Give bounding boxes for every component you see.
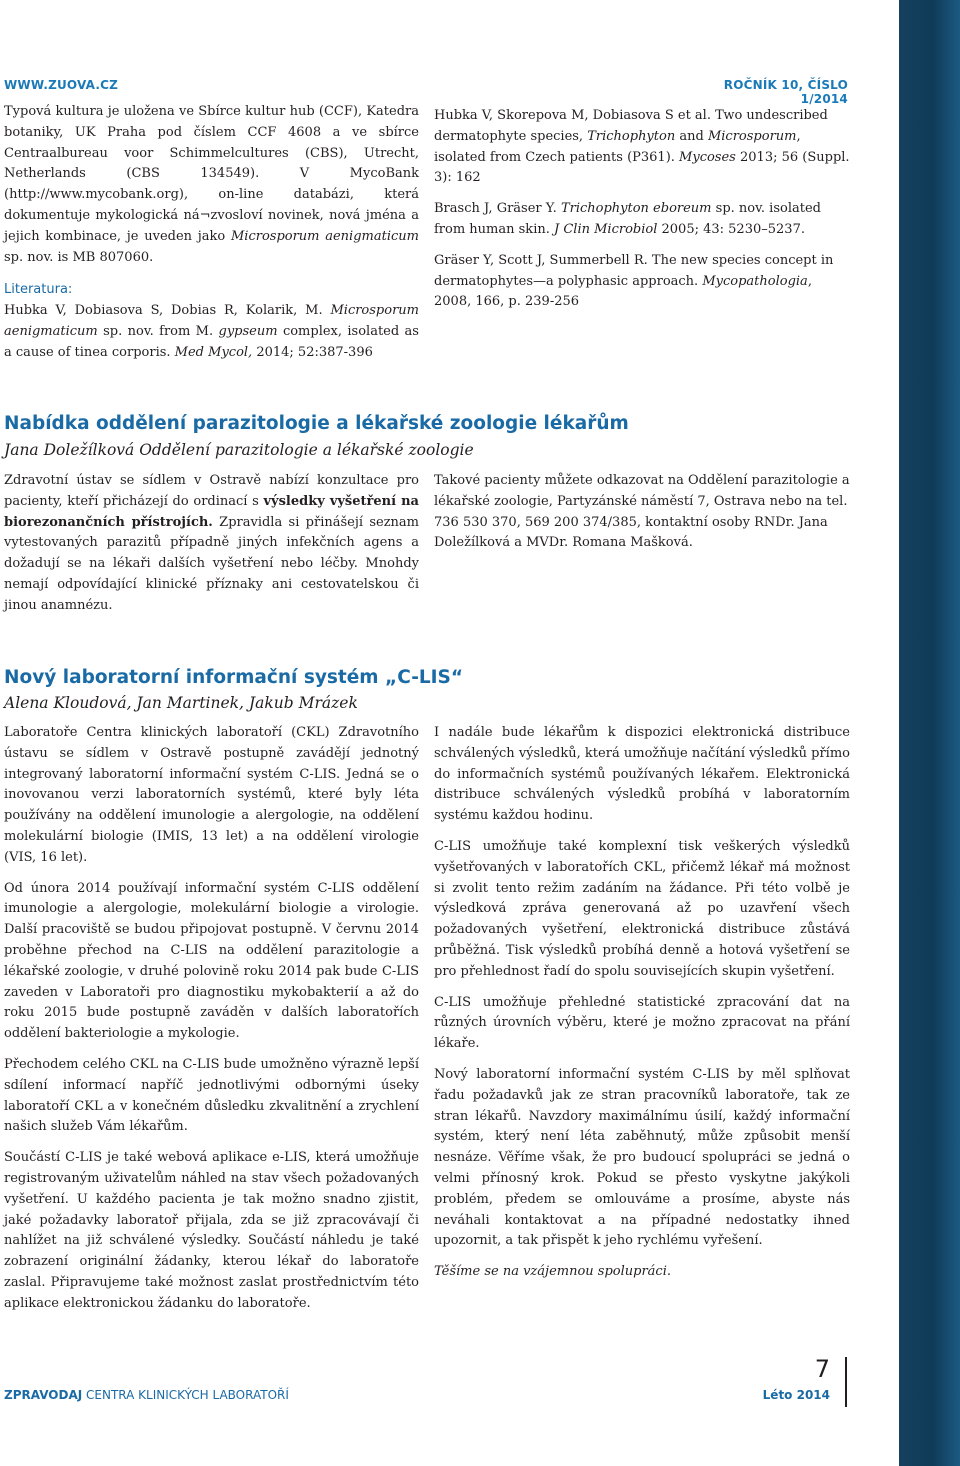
literature-heading: Literatura: <box>4 282 73 298</box>
page-number: 7 <box>814 1355 830 1383</box>
reference-3: Brasch J, Gräser Y. Trichophyton eboreum sp. nov. isolated from human skin. J Clin Microbiol 2005; 43: 5230–5237. <box>434 201 821 237</box>
reference-1: Hubka V, Dobiasova S, Dobias R, Kolarik, M. Microsporum aenigmaticum sp. nov. from M. gypseum complex, isolated as a cause of tinea corporis. Med Mycol, 2014; 52:387-396 <box>4 303 419 360</box>
section1-authors: Jana Doležílková Oddělení parazitologie a lékařské zoologie <box>4 441 474 459</box>
section2-right-column <box>434 723 850 1283</box>
top-right-column <box>434 106 850 313</box>
website-link[interactable]: WWW.ZUOVA.CZ <box>4 78 119 92</box>
section1-title: Nabídka oddělení parazitologie a lékařské zoologie lékařům <box>4 413 629 434</box>
section1-right-paragraph: Takové pacienty můžete odkazovat na Oddělení parazitologie a lékařské zoologie, Partyzánské náměstí 7, Ostrava nebo na tel. 736 530 370, 569 200 374/385, kontaktní osoby RNDr. Jana Doležílková a MVDr. Romana Mašková. <box>434 473 850 551</box>
section1-left-column <box>4 471 419 617</box>
section2-left-column <box>4 723 419 1315</box>
reference-2: Hubka V, Skorepova M, Dobiasova S et al. Two undescribed dermatophyte species, Trichophyton and Microsporum, isolated from Czech patients (P361). Mycoses 2013; 56 (Suppl. 3): 162 <box>434 108 850 186</box>
footer-brand <box>4 1388 289 1402</box>
footer-season: Léto 2014 <box>762 1388 830 1402</box>
section1-left-paragraph: Zdravotní ústav se sídlem v Ostravě nabízí konzultace pro pacienty, kteří přicházejí do ordinací s výsledky vyšetření na biorezonančních přístrojích. Zpravidla si přinášejí seznam vytestovaných parazitů případně jiných infekčních agens a dožadují se na lékaři dalších vyšetření nebo léčby. Mnohdy nemají odpovídající klinické příznaky ani cestovatelskou či jinou anamnézu. <box>4 473 420 613</box>
section2-right-paragraph-4: Nový laboratorní informační systém C-LIS by měl splňovat řadu požadavků jak ze stran pracovníků laboratoře, tak ze stran lékařů. Navzdory maximálnímu úsilí, každý informační systém, který není léta zaběhnutý, může způsobit menší nesnáze. Věříme však, že pro budoucí spolupráci se jedná o velmi přínosný krok. Pokud se přesto vyskytne jakýkoli problém, předem se omlouváme a prosíme, abyste nás neváhali kontaktovat a na případné nedostatky ihned upozornit, a tak přispět k jeho rychlému vyřešení. <box>434 1066 850 1249</box>
closing-line: Těšíme se na vzájemnou spolupráci. <box>434 1264 671 1280</box>
section2-right-paragraph-1: I nadále bude lékařům k dispozici elektronická distribuce schválených výsledků, která umožňuje načítání výsledků přímo do informačních systémů používaných lékařem. Elektronická distribuce schválených výsledků probíhá v laboratorním systému každou hodinu. <box>434 725 850 824</box>
footer-brand-rest: CENTRA KLINICKÝCH LABORATOŘÍ <box>86 1388 289 1402</box>
section2-left-paragraph-4: Součástí C-LIS je také webová aplikace e-LIS, která umožňuje registrovaným uživatelům náhled na stav všech požadovaných vyšetření. U každého pacienta je tak možno snadno zjistit, jaké požadavky laboratoř přijala, zda se již zpracovávají či nahlížet na již schválené výsledky. Součástí náhledu je také zobrazení originální žádanky, kterou lékař do laboratoře zaslal. Připravujeme také možnost zaslat prostřednictvím této aplikace elektronickou žádanku do laboratoře. <box>4 1150 419 1311</box>
section2-authors: Alena Kloudová, Jan Martinek, Jakub Mrázek <box>4 694 358 712</box>
section2-left-paragraph-3: Přechodem celého CKL na C-LIS bude umožněno výrazně lepší sdílení informací napříč jednotlivými odbornými úseky laboratoří CKL a v konečném důsledku zkvalitnění a zrychlení našich služeb Vám lékařům. <box>4 1056 419 1135</box>
section2-title: Nový laboratorní informační systém „C-LIS“ <box>4 667 464 688</box>
decorative-sidebar <box>899 0 960 1466</box>
section2-right-paragraph-2: C-LIS umožňuje také komplexní tisk veškerých výsledků vyšetřovaných v laboratořích CKL, přičemž lékař má možnost si zvolit tento režim zadáním na žádance. Při této volbě je výsledková zpráva generovaná až po uzavření všech požadovaných vyšetření, elektronická distribuce zůstává průběžná. Tisk výsledků probíhá denně a hotová vyšetření se pro přehlednost řadí do spolu souvisejících skupin vyšetření. <box>434 838 850 979</box>
section2-left-paragraph-1: Laboratoře Centra klinických laboratoří (CKL) Zdravotního ústavu se sídlem v Ostravě postupně zavádějí jednotný integrovaný laboratorní informační systém C-LIS. Jedná se o inovovanou verzi laboratorních systémů, které byly léta používány na oddělení imunologie a alergologie, na oddělení molekulární biologie (IMIS, 13 let) a na oddělení virologie (VIS, 16 let). <box>4 725 419 865</box>
section1-right-column <box>434 471 850 554</box>
section2-right-paragraph-3: C-LIS umožňuje přehledné statistické zpracování dat na různých úrovních výběru, které je možno zpracovat na přání lékaře. <box>434 994 850 1052</box>
intro-paragraph: Typová kultura je uložena ve Sbírce kultur hub (CCF), Katedra botaniky, UK Praha pod číslem CCF 4608 a ve sbírce Centraalbureau voor Schimmelcultures (CBS), Utrecht, Netherlands (CBS 134549). V MycoBank (http://www.mycobank.org), on-line databázi, která dokumentuje mykologická ná¬zvosloví novinek, nová jména a jejich kombinace, je uveden jako Microsporum aenigmaticum sp. nov. is MB 807060. <box>4 104 419 265</box>
issue-label: ROČNÍK 10, ČÍSLO 1/2014 <box>723 78 848 106</box>
top-left-column <box>4 102 419 364</box>
footer-divider <box>845 1357 847 1407</box>
footer-brand-bold: ZPRAVODAJ <box>4 1388 83 1402</box>
section2-left-paragraph-2: Od února 2014 používají informační systém C-LIS oddělení imunologie a alergologie, molekulární biologie a virologie. Další pracoviště se budou připojovat postupně. V červnu 2014 proběhne přechod na C-LIS na oddělení parazitologie a lékařské zoologie, v druhé polovině roku 2014 pak bude C-LIS zaveden v Laboratoři pro diagnostiku mykobakterií a až do roku 2015 bude postupně zaváděn v dalších laboratořích oddělení bakteriologie a mykologie. <box>4 880 419 1042</box>
reference-4: Gräser Y, Scott J, Summerbell R. The new species concept in dermatophytes—a polyphasic approach. Mycopathologia, 2008, 166, p. 239-256 <box>434 252 834 310</box>
